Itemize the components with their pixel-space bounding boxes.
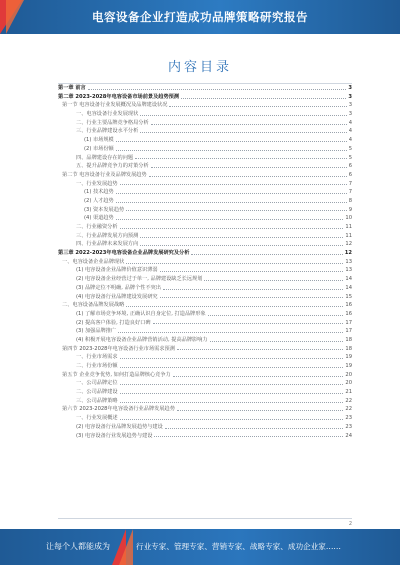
toc-entry-title: (1) 了解市场竞争环境, 正确认识自身定位, 打造品牌形象 <box>76 310 206 317</box>
toc-entry-title: (1) 技术趋势 <box>84 189 114 196</box>
toc-entry-page: 18 <box>345 336 352 343</box>
footer-orange-accent <box>119 529 133 565</box>
toc-leader-dots <box>173 376 344 377</box>
toc-leader-dots <box>120 419 344 420</box>
toc-entry[interactable] <box>58 214 352 223</box>
toc-entry[interactable] <box>58 171 352 180</box>
toc-entry-title: (4) 渠道趋势 <box>84 215 114 222</box>
toc-entry-title: 第五节 企业竞争优势, 如何打造品牌核心竞争力 <box>62 371 171 378</box>
toc-entry[interactable] <box>58 145 352 154</box>
toc-entry[interactable] <box>58 432 352 441</box>
toc-entry-page: 8 <box>348 197 352 204</box>
toc-leader-dots <box>140 237 343 238</box>
toc-entry-page: 20 <box>345 380 352 387</box>
toc-entry-title: 二、行业市场份额 <box>76 363 118 369</box>
toc-leader-dots <box>160 271 344 272</box>
toc-leader-dots <box>116 150 347 151</box>
toc-entry-page: 3 <box>348 102 352 109</box>
toc-entry-title: (4) 积极开展电容设备企业品牌营销活动, 提高品牌影响力 <box>76 336 208 343</box>
toc-entry-page: 11 <box>345 224 352 230</box>
toc-leader-dots <box>169 106 346 107</box>
toc-leader-dots <box>126 263 343 264</box>
toc-leader-dots <box>116 219 344 220</box>
toc-leader-dots <box>181 98 346 99</box>
toc-entry[interactable] <box>58 319 352 328</box>
toc-entry-page: 14 <box>345 276 352 283</box>
toc-entry-page: 9 <box>348 206 352 213</box>
toc-entry[interactable] <box>58 127 352 136</box>
toc-entry-title: 一、电容设备企业品牌现状 <box>62 258 125 265</box>
toc-entry[interactable] <box>58 84 352 93</box>
toc-leader-dots <box>151 167 347 168</box>
toc-leader-dots <box>165 428 344 429</box>
toc-entry[interactable] <box>58 310 352 319</box>
toc-entry[interactable] <box>58 188 352 197</box>
toc-entry-title: 一、行业市场需求 <box>76 354 118 361</box>
toc-entry[interactable] <box>58 345 352 354</box>
toc-leader-dots <box>135 158 347 159</box>
toc-leader-dots <box>120 393 344 394</box>
toc-entry-page: 22 <box>345 397 352 404</box>
toc-entry-title: (2) 市场份额 <box>84 145 114 152</box>
toc-entry-title: (3) 资本发展趋势 <box>84 206 125 213</box>
toc-leader-dots <box>163 289 343 290</box>
toc-entry-page: 6 <box>348 171 352 178</box>
toc-entry-page: 7 <box>348 180 352 187</box>
toc-entry-title: 二、行业主要品牌竞争格局分析 <box>76 119 149 126</box>
table-of-contents <box>58 83 352 518</box>
toc-entry[interactable] <box>58 423 352 432</box>
toc-entry-title: (3) 加强品牌推广 <box>76 328 117 335</box>
toc-leader-dots <box>160 297 344 298</box>
toc-entry-title: 第六节 2023-2028年电容设备行业品牌发展趋势 <box>62 406 175 413</box>
toc-entry-title: 一、公司品牌定位 <box>76 380 118 387</box>
toc-entry[interactable] <box>58 162 352 171</box>
toc-entry-title: 第四节 2023-2028年电容设备行业市场需求预测 <box>62 345 175 352</box>
toc-entry-page: 22 <box>345 406 352 413</box>
toc-entry[interactable] <box>58 266 352 275</box>
toc-entry[interactable] <box>58 371 352 380</box>
toc-leader-dots <box>126 210 347 211</box>
toc-leader-dots <box>154 436 343 437</box>
toc-entry-page: 12 <box>345 241 352 248</box>
toc-entry-title: 二、公司品牌建设 <box>76 389 118 396</box>
toc-entry-title: 第一章 前言 <box>58 85 86 91</box>
toc-leader-dots <box>151 124 347 125</box>
toc-entry-title: (2) 提高客户体验, 打造良好口碑 <box>76 319 151 326</box>
toc-entry-title: 四、品牌建设存在的问题 <box>76 154 134 161</box>
toc-entry[interactable] <box>58 223 352 232</box>
toc-entry[interactable] <box>58 93 352 102</box>
toc-leader-dots <box>140 132 346 133</box>
toc-entry-page: 19 <box>345 363 352 369</box>
toc-entry-title: (2) 电容设备企业经营过于单一, 品牌建设缺乏长远规划 <box>76 276 203 283</box>
toc-entry[interactable] <box>58 249 352 258</box>
toc-leader-dots <box>120 358 344 359</box>
toc-entry-page: 10 <box>345 215 352 222</box>
toc-entry[interactable] <box>58 388 352 397</box>
toc-leader-dots <box>177 410 343 411</box>
toc-entry[interactable] <box>58 397 352 406</box>
toc-entry-title: (2) 电容设备行业品牌发展趋势与建设 <box>76 423 163 430</box>
toc-entry[interactable] <box>58 353 352 362</box>
toc-leader-dots <box>208 315 344 316</box>
toc-leader-dots <box>177 349 343 350</box>
toc-entry-page: 17 <box>345 319 352 326</box>
toc-entry-page: 16 <box>345 302 352 309</box>
report-footer-banner <box>0 529 400 565</box>
toc-entry[interactable] <box>58 362 352 371</box>
toc-entry-title: (3) 品牌定位不明确, 品牌个性不突出 <box>76 284 161 291</box>
page-number: 2 <box>348 521 352 527</box>
toc-entry-page: 21 <box>345 389 352 396</box>
toc-leader-dots <box>210 341 344 342</box>
toc-entry-page: 15 <box>345 293 352 300</box>
toc-entry-page: 4 <box>348 137 352 144</box>
toc-entry-page: 4 <box>348 128 352 135</box>
footer-slogan-right: 行业专家、管理专家、营销专家、战略专家、成功企业家…… <box>136 542 342 551</box>
toc-entry[interactable] <box>58 336 352 345</box>
toc-entry-title: 第二节 电容设备行业及品牌发展趋势 <box>62 171 147 178</box>
toc-entry-title: 一、电容设备行业发展现状 <box>76 111 139 118</box>
toc-entry[interactable] <box>58 284 352 293</box>
toc-leader-dots <box>120 367 344 368</box>
toc-entry-page: 18 <box>345 345 352 352</box>
toc-entry[interactable] <box>58 136 352 145</box>
toc-entry-title: 三、行业品牌建设水平分析 <box>76 128 139 135</box>
toc-entry-title: 三、行业品牌发展方向预测 <box>76 232 139 239</box>
toc-entry[interactable] <box>58 206 352 215</box>
toc-entry-page: 17 <box>345 328 352 335</box>
toc-entry-page: 24 <box>345 432 352 439</box>
toc-leader-dots <box>118 332 343 333</box>
toc-entry-page: 3 <box>348 111 352 118</box>
toc-entry-page: 6 <box>348 163 352 170</box>
toc-entry[interactable] <box>58 119 352 128</box>
toc-entry-page: 13 <box>345 258 352 265</box>
toc-entry-title: 一、行业发展趋势 <box>76 180 118 187</box>
toc-entry-page: 14 <box>345 284 352 291</box>
toc-entry[interactable] <box>58 154 352 163</box>
toc-entry[interactable] <box>58 327 352 336</box>
toc-entry-page: 11 <box>345 232 352 239</box>
toc-entry-page: 23 <box>345 423 352 430</box>
report-title: 电容设备企业打造成功品牌策略研究报告 <box>92 10 308 24</box>
toc-leader-dots <box>191 254 342 255</box>
toc-entry-page: 5 <box>348 154 352 161</box>
toc-entry[interactable] <box>58 110 352 119</box>
toc-entry[interactable] <box>58 405 352 414</box>
toc-entry[interactable] <box>58 414 352 423</box>
toc-leader-dots <box>116 202 347 203</box>
toc-leader-dots <box>149 176 347 177</box>
toc-leader-dots <box>120 384 344 385</box>
toc-entry-title: (3) 电容设备行业发展趋势与建设 <box>76 432 153 439</box>
toc-entry[interactable] <box>58 240 352 249</box>
report-header-banner <box>0 0 400 34</box>
toc-leader-dots <box>204 280 343 281</box>
toc-entry-title: (4) 电容设备行业品牌建设发展研究 <box>76 293 158 300</box>
toc-entry-title: 二、行业融资分析 <box>76 224 118 230</box>
toc-bottom-rule <box>58 518 352 519</box>
toc-entry-title: 第三章 2022-2023年电容设备企业品牌发展研究及分析 <box>58 250 190 257</box>
toc-entry-title: 四、行业品牌未来发展方向 <box>76 241 139 248</box>
toc-entry[interactable] <box>58 379 352 388</box>
toc-entry[interactable] <box>58 301 352 310</box>
toc-entry-title: 二、电容设备品牌发展战略 <box>62 302 125 309</box>
toc-entry-page: 3 <box>348 85 352 91</box>
toc-leader-dots <box>140 245 343 246</box>
toc-entry[interactable] <box>58 232 352 241</box>
footer-slogan-left: 让每个人都能成为 <box>46 542 110 551</box>
toc-leader-dots <box>116 193 347 194</box>
toc-entry-title: 五、提升品牌竞争力的对策分析 <box>76 163 149 170</box>
toc-entry-title: 第二章 2023-2028年电容设备市场前景及趋势预测 <box>58 93 180 100</box>
toc-entry[interactable] <box>58 275 352 284</box>
toc-leader-dots <box>153 323 344 324</box>
toc-leader-dots <box>126 306 343 307</box>
toc-entry[interactable] <box>58 101 352 110</box>
toc-leader-dots <box>140 115 346 116</box>
toc-leader-dots <box>120 184 347 185</box>
toc-entry[interactable] <box>58 180 352 189</box>
toc-entry-title: 第一节 电容设备行业发展概况及品牌建设状况 <box>62 102 168 109</box>
toc-entry-page: 4 <box>348 119 352 126</box>
toc-entry-page: 7 <box>348 189 352 196</box>
toc-entry-page: 3 <box>348 93 352 100</box>
toc-heading: 内容目录 <box>167 60 232 75</box>
toc-entry-title: (1) 市场规模 <box>84 137 114 144</box>
toc-entry-page: 5 <box>348 145 352 152</box>
toc-leader-dots <box>88 89 347 90</box>
toc-entry-page: 13 <box>345 267 352 274</box>
toc-entry[interactable] <box>58 197 352 206</box>
toc-leader-dots <box>120 402 344 403</box>
toc-entry-page: 19 <box>345 354 352 361</box>
toc-entry[interactable] <box>58 258 352 267</box>
toc-entry-title: 一、行业发展概述 <box>76 415 118 422</box>
toc-entry-title: (1) 电容设备企业品牌价值意识薄弱 <box>76 267 158 274</box>
toc-leader-dots <box>116 141 347 142</box>
toc-entry-page: 23 <box>345 415 352 422</box>
toc-entry-title: 三、公司品牌策略 <box>76 397 118 404</box>
toc-leader-dots <box>120 228 344 229</box>
toc-entry-page: 16 <box>345 310 352 317</box>
toc-entry[interactable] <box>58 293 352 302</box>
toc-entry-page: 12 <box>344 250 352 257</box>
toc-entry-title: (2) 人才趋势 <box>84 197 114 204</box>
toc-entry-page: 20 <box>345 371 352 378</box>
